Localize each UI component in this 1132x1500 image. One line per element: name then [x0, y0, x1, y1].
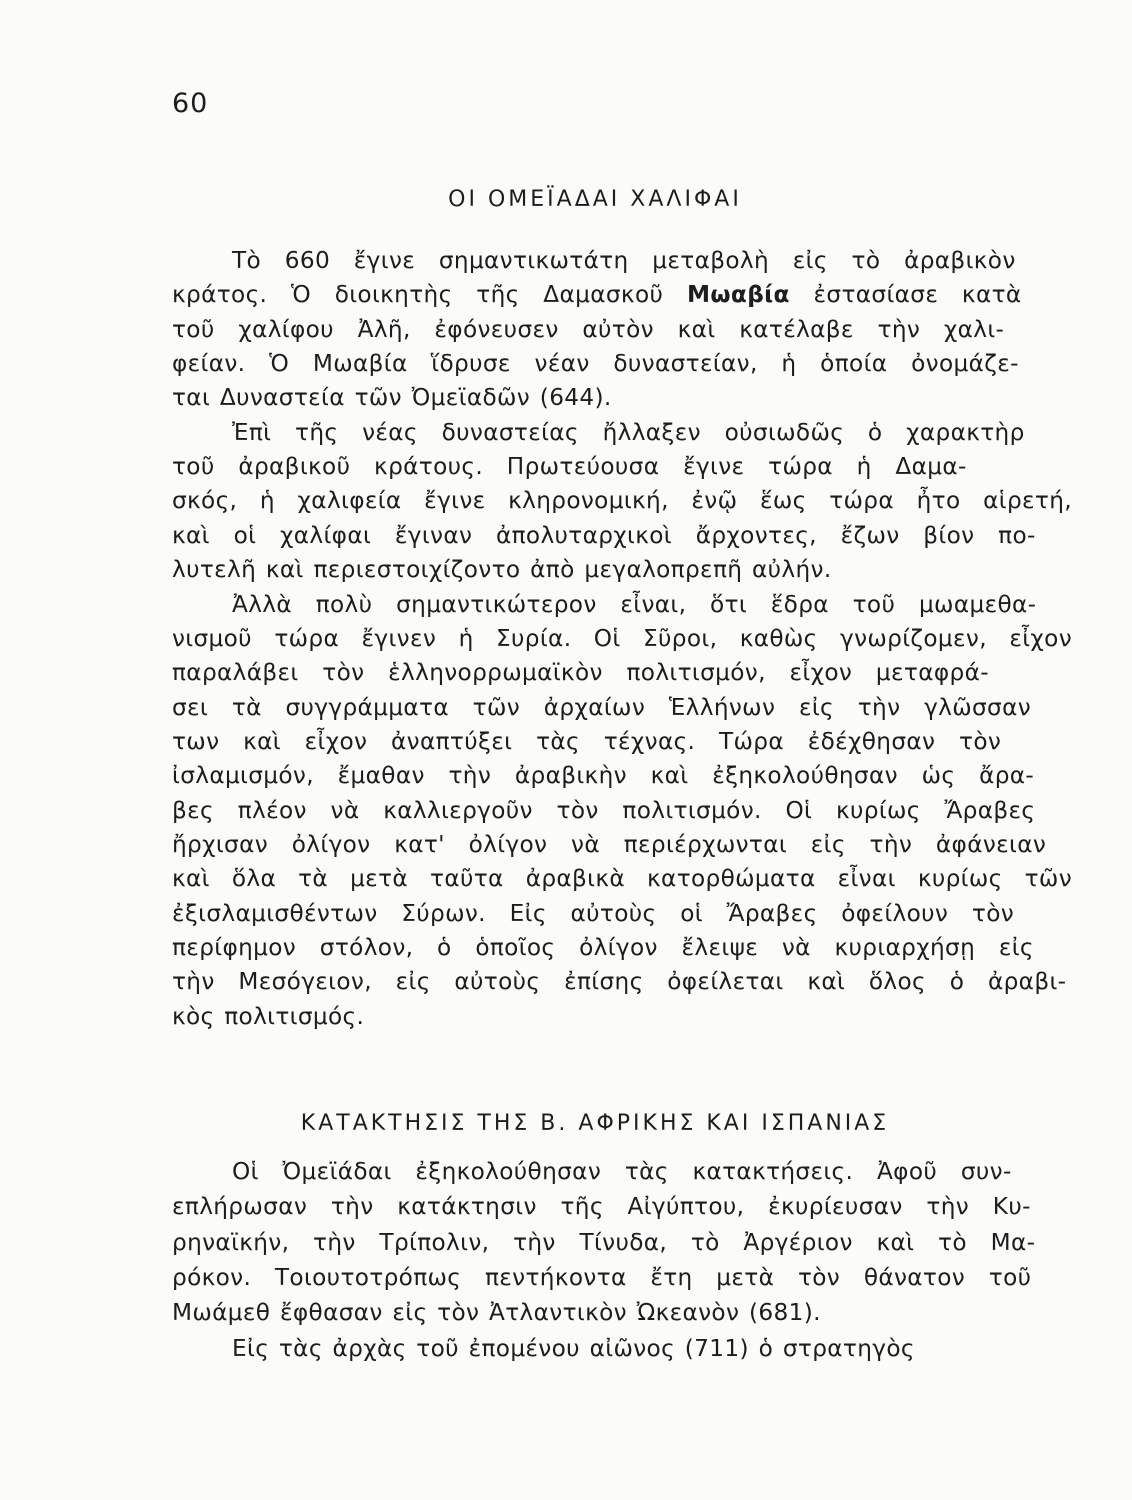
text-line: Μωάμεθ ἔφθασαν εἰς τὸν Ἀτλαντικὸν Ὠκεανὸν (681).	[172, 1299, 821, 1327]
text-line: ρηναϊκήν, τὴν Τρίπολιν, τὴν Τίνυδα, τὸ Ἀργέριον καὶ τὸ Μα-	[172, 1228, 1036, 1256]
text-line: περίφημον στόλον, ὁ ὁποῖος ὀλίγον ἔλειψε νὰ κυριαρχήσῃ εἰς	[172, 934, 1034, 961]
emphasized-name: Μωαβία	[686, 281, 790, 309]
section-heading-conquest: ΚΑΤΑΚΤΗΣΙΣ ΤΗΣ Β. ΑΦΡΙΚΗΣ ΚΑΙ ΙΣΠΑΝΙΑΣ	[300, 1111, 890, 1136]
text-line: ἰσλαμισμόν, ἔμαθαν τὴν ἀραβικὴν καὶ ἐξηκολούθησαν ὡς ἄρα-	[172, 762, 1035, 790]
section-heading-umayyads: ΟΙ ΟΜΕΪΑΔΑΙ ΧΑΛΙΦΑΙ	[448, 187, 742, 212]
text-line: ἐξισλαμισθέντων Σύρων. Εἰς αὐτοὺς οἱ Ἄραβες ὀφείλουν τὸν	[172, 899, 1015, 927]
text-line: λυτελῆ καὶ περιεστοιχίζοντο ἀπὸ μεγαλοπρεπῆ αὐλήν.	[172, 556, 832, 584]
text-line: Ἐπὶ τῆς νέας δυναστείας ἤλλαξεν οὐσιωδῶς ὁ χαρακτὴρ	[232, 418, 1025, 446]
text-line: σει τὰ συγγράμματα τῶν ἀρχαίων Ἑλλήνων εἰς τὴν γλῶσσαν	[172, 693, 1032, 721]
text-line: καὶ ὅλα τὰ μετὰ ταῦτα ἀραβικὰ κατορθώματα εἶναι κυρίως τῶν	[172, 865, 1072, 893]
text-line: Τὸ 660 ἔγινε σημαντικωτάτη μεταβολὴ εἰς τὸ ἀραβικὸν	[232, 247, 1016, 274]
text-line: φείαν. Ὁ Μωαβία ἵδρυσε νέαν δυναστείαν, ἡ ὁποία ὀνομάζε-	[172, 350, 1019, 378]
text-line: παραλάβει τὸν ἑλληνορρωμαϊκὸν πολιτισμόν, εἶχον μεταφρά-	[172, 659, 989, 687]
text-line: ρόκον. Τοιουτοτρόπως πεντήκοντα ἔτη μετὰ τὸν θάνατον τοῦ	[172, 1263, 1032, 1291]
text-line: κράτος. Ὁ διοικητὴς τῆς Δαμασκοῦ Μωαβία ἐστασίασε κατὰ	[172, 281, 1022, 309]
text-line: Οἱ Ὀμεϊάδαι ἐξηκολούθησαν τὰς κατακτήσεις. Ἀφοῦ συν-	[232, 1158, 1012, 1185]
text-line: των καὶ εἶχον ἀναπτύξει τὰς τέχνας. Τώρα ἐδέχθησαν τὸν	[172, 727, 1002, 755]
text-line: τὴν Μεσόγειον, εἰς αὐτοὺς ἐπίσης ὀφείλεται καὶ ὅλος ὁ ἀραβι-	[172, 968, 1067, 996]
text-line: κὸς πολιτισμός.	[172, 1002, 365, 1030]
page-number: 60	[172, 88, 209, 119]
text-line: τοῦ χαλίφου Ἀλῆ, ἐφόνευσεν αὐτὸν καὶ κατέλαβε τὴν χαλι-	[172, 315, 1005, 343]
text-line: Εἰς τὰς ἀρχὰς τοῦ ἐπομένου αἰῶνος (711) ὁ στρατηγὸς	[232, 1334, 915, 1362]
text-line: βες πλέον νὰ καλλιεργοῦν τὸν πολιτισμόν. Οἱ κυρίως Ἄραβες	[172, 796, 1036, 824]
text-line: νισμοῦ τώρα ἔγινεν ἡ Συρία. Οἱ Σῦροι, καθὼς γνωρίζομεν, εἶχον	[172, 624, 1072, 652]
text-line: ται Δυναστεία τῶν Ὀμεϊαδῶν (644).	[172, 384, 612, 412]
text-line: τοῦ ἀραβικοῦ κράτους. Πρωτεύουσα ἔγινε τώρα ἡ Δαμα-	[172, 453, 967, 481]
text-line: επλήρωσαν τὴν κατάκτησιν τῆς Αἰγύπτου, ἐκυρίευσαν τὴν Κυ-	[172, 1193, 1031, 1221]
text-line: Ἀλλὰ πολὺ σημαντικώτερον εἶναι, ὅτι ἕδρα τοῦ μωαμεθα-	[232, 590, 1037, 618]
text-line: καὶ οἱ χαλίφαι ἔγιναν ἀπολυταρχικοὶ ἄρχοντες, ἔζων βίον πο-	[172, 521, 1036, 549]
text-line: σκός, ἡ χαλιφεία ἔγινε κληρονομική, ἐνῷ ἕως τώρα ἦτο αἱρετή,	[172, 487, 1072, 515]
text-line: ἤρχισαν ὀλίγον κατ' ὀλίγον νὰ περιέρχωνται εἰς τὴν ἀφάνειαν	[172, 830, 1047, 858]
